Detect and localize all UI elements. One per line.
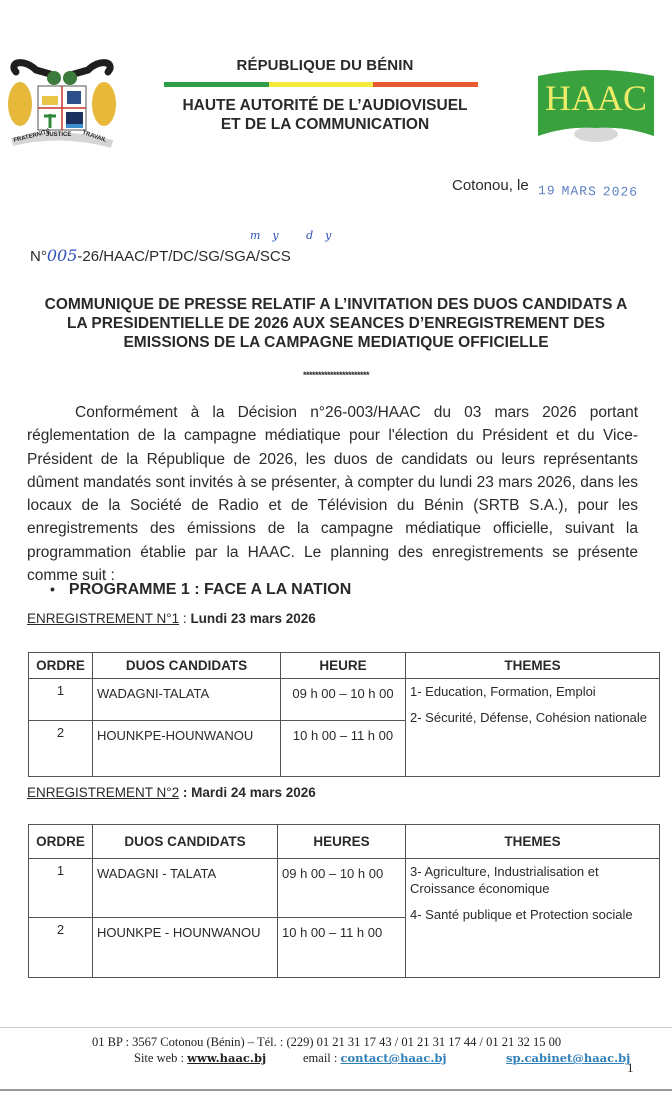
contact-email-link[interactable]: contact@haac.bj	[340, 1051, 447, 1065]
recording-1-table	[28, 652, 660, 777]
recording-2-label: ENREGISTREMENT N°2	[27, 785, 180, 800]
press-release-title	[30, 295, 642, 352]
cell-ordre: 2	[29, 918, 93, 978]
cell-heure: 09 h 00 – 10 h 00	[278, 859, 406, 918]
intro-paragraph: Conformément à la Décision n°26-003/HAAC du 03 mars 2026 portant réglementation de la campagne médiatique pour l'élection du Président et du Vice-Président de la République de 2026, les duos de candidats ou leurs représentants dûment mandatés sont invités à se présenter, à compter du lundi 23 mars 2026, dans les locaux de la Société de Radio et de Télévision du Bénin (SRTB S.A.), pour les enregistrements des émissions de la campagne médiatique officielle, suivant la programmation établie par la HAAC. Le planning des enregistrements se présente comme suit :	[27, 404, 638, 585]
flag-stripe-green	[164, 82, 269, 87]
theme-item: 3- Agriculture, Industrialisation et Croissance économique	[410, 864, 599, 896]
cell-duo: WADAGNI - TALATA	[93, 859, 278, 918]
reference-handwritten-number: 005	[46, 246, 78, 265]
programme-label: PROGRAMME 1 : FACE A LA NATION	[68, 581, 352, 598]
motto-travail: TRAVAIL	[81, 130, 108, 144]
recording-1-date: Lundi 23 mars 2026	[190, 611, 316, 626]
cell-ordre: 1	[29, 679, 93, 721]
cell-themes	[406, 679, 660, 777]
header-duos-candidats: DUOS CANDIDATS	[93, 825, 278, 859]
programme-heading	[50, 581, 351, 599]
cell-heure: 09 h 00 – 10 h 00	[281, 679, 406, 721]
city-date-label: Cotonou, le	[452, 177, 529, 194]
header-ordre: ORDRE	[29, 653, 93, 679]
website-label: Site web :	[134, 1051, 188, 1065]
header-duos-candidats: DUOS CANDIDATS	[93, 653, 281, 679]
cell-heure: 10 h 00 – 11 h 00	[281, 721, 406, 777]
stamp-year: 2026	[602, 184, 639, 200]
title-separator: **********************	[302, 370, 370, 380]
header-ordre: ORDRE	[29, 825, 93, 859]
table-header-row	[29, 825, 660, 859]
date-stamp	[538, 183, 644, 200]
page-number: 1	[627, 1060, 634, 1075]
authority-name	[140, 96, 510, 134]
table-row	[29, 859, 660, 918]
recording-2-table	[28, 824, 660, 978]
cell-heure: 10 h 00 – 11 h 00	[278, 918, 406, 978]
footer-divider-bottom	[0, 1089, 672, 1091]
footer-address: 01 BP : 3567 Cotonou (Bénin) – Tél. : (229) 01 21 31 17 43 / 01 21 31 17 44 / 01 21 32 15 00	[92, 1035, 562, 1049]
recording-1-label: ENREGISTREMENT N°1	[27, 611, 180, 626]
cabinet-email-link[interactable]: sp.cabinet@haac.bj	[506, 1051, 631, 1065]
theme-item: 4- Santé publique et Protection sociale	[410, 907, 633, 922]
theme-item: 2- Sécurité, Défense, Cohésion nationale	[410, 710, 648, 725]
title-line-3: EMISSIONS DE LA CAMPAGNE MEDIATIQUE OFFICIELLE	[123, 334, 549, 351]
table-row	[29, 679, 660, 721]
header-heure: HEURE	[281, 653, 406, 679]
cell-duo: HOUNKPE-HOUNWANOU	[93, 721, 281, 777]
header-heures: HEURES	[278, 825, 406, 859]
recording-2-separator: :	[179, 785, 192, 800]
stamp-month: MARS	[561, 183, 597, 200]
cell-duo: WADAGNI-TALATA	[93, 679, 281, 721]
authority-line-2: ET DE LA COMMUNICATION	[220, 116, 430, 133]
benin-coat-of-arms	[6, 58, 118, 152]
website-link[interactable]: www.haac.bj	[187, 1051, 267, 1065]
haac-logo	[534, 66, 658, 150]
cell-themes	[406, 859, 660, 978]
footer-divider-top	[0, 1027, 672, 1028]
cell-duo: HOUNKPE - HOUNWANOU	[93, 918, 278, 978]
email-label: email :	[303, 1051, 341, 1065]
flag-stripe-yellow	[269, 82, 374, 87]
cell-ordre: 1	[29, 859, 93, 918]
table-header-row	[29, 653, 660, 679]
motto-justice: JUSTICE	[46, 132, 72, 138]
cell-ordre: 2	[29, 721, 93, 777]
stamp-day: 19	[537, 183, 556, 199]
footer-website	[134, 1051, 266, 1066]
flag-stripe-red	[373, 82, 478, 87]
reference-number	[30, 246, 291, 265]
title-line-1: COMMUNIQUE DE PRESSE RELATIF A L’INVITATION DES DUOS CANDIDATS A	[44, 296, 628, 313]
recording-1-heading	[27, 611, 316, 626]
recording-2-heading	[27, 785, 316, 800]
footer-cabinet-email	[506, 1051, 630, 1066]
flag-color-bar	[164, 82, 478, 87]
footer-email	[303, 1051, 447, 1066]
theme-item: 1- Education, Formation, Emploi	[410, 684, 596, 699]
header-themes: THEMES	[406, 825, 660, 859]
motto-fraternite: FRATERNITÉ	[13, 129, 51, 144]
title-line-2: LA PRESIDENTIELLE DE 2026 AUX SEANCES D’ENREGISTREMENT DES	[66, 315, 605, 332]
republic-heading: RÉPUBLIQUE DU BÉNIN	[236, 57, 414, 74]
bullet-icon: •	[50, 581, 55, 597]
header-themes: THEMES	[406, 653, 660, 679]
recording-2-date: Mardi 24 mars 2026	[191, 785, 316, 800]
handwritten-initials: my dy	[250, 229, 344, 242]
recording-1-separator: :	[179, 611, 191, 626]
reference-suffix: -26/HAAC/PT/DC/SG/SGA/SCS	[77, 248, 291, 265]
haac-logo-text: HAAC	[544, 78, 648, 118]
authority-line-1: HAUTE AUTORITÉ DE L’AUDIOVISUEL	[182, 97, 468, 114]
reference-prefix: N°	[30, 248, 47, 265]
